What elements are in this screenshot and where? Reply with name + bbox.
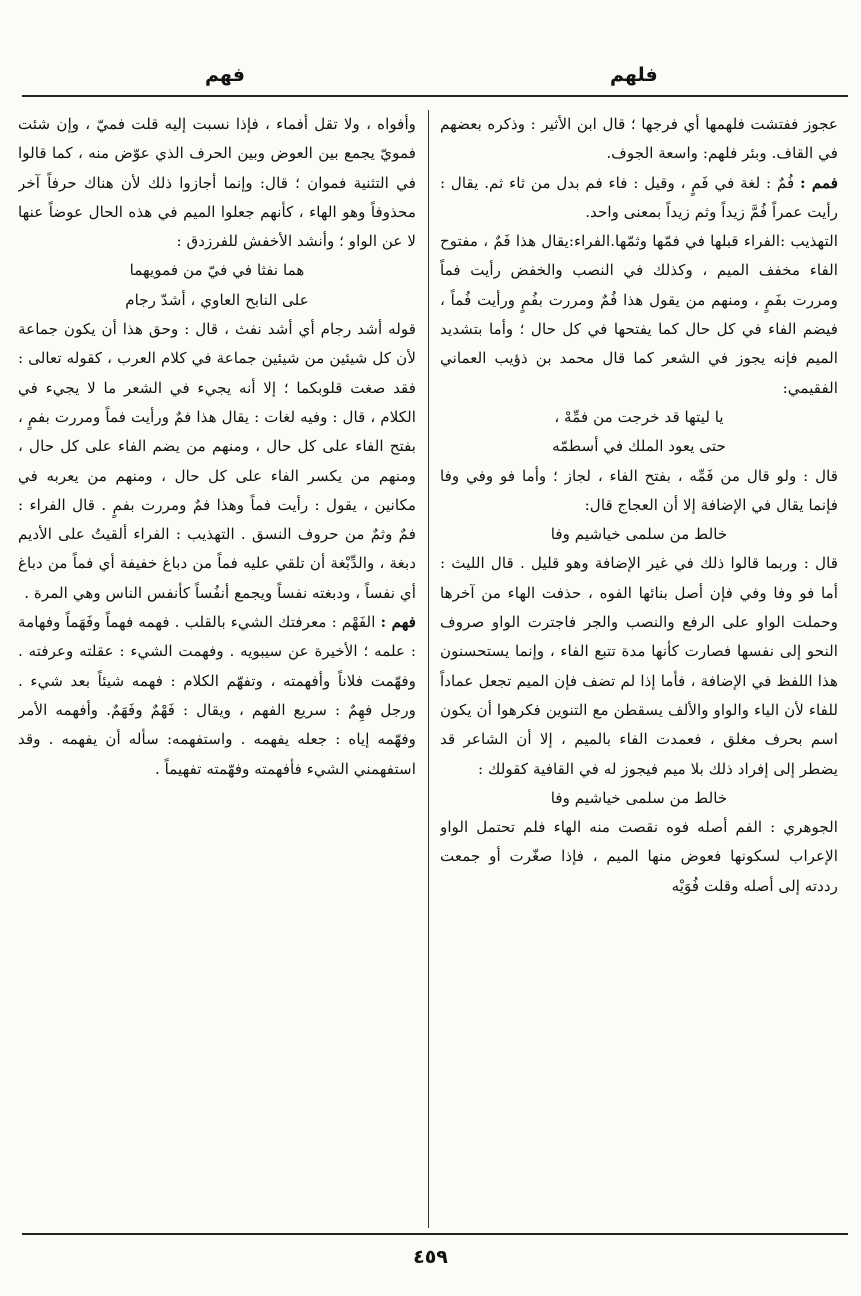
- column-divider: [428, 110, 429, 1228]
- top-rule: [22, 95, 848, 97]
- right-column: [440, 110, 838, 1225]
- right-paragraph-5: قال : وربما قالوا ذلك في غير الإضافة وهو قليل . قال الليث : أما فو وفا وفي فإن أصل بنائها الفوه ، حذفت الهاء من آخرها وحملت الواو على الرفع والنصب والجر فاجترت الواو صروف النحو إلى نفسها فصارت كأنها مدة تتبع الفاء ، وإنما يستحسنون هذا اللفظ في الإضافة ، فأما إذا لم تضف فإن الميم تجعل عماداً للفاء لأن الياء والواو والألف يسقطن مع التنوين فكرهوا أن يكون اسم بحرف مغلق ، فعمدت الفاء بالميم ، إلا أن الشاعر قد يضطر إلى إفراد ذلك بلا ميم فيجوز له في القافية كقولك :: [440, 554, 838, 778]
- entry-term-fahm: فهم :: [380, 613, 416, 632]
- verse-line: يا ليتها قد خرجت من فمِّهْ ،: [554, 407, 724, 426]
- entry-text-fahm: الفَهْم : معرفتك الشيء بالقلب . فهمه فهماً وفَهَماً وفهامة : علمه ؛ الأخيرة عن سيبويه . وفهمت الشيء : عقلته وعرفته . وفهّمت فلاناً وأفهمته ، وتفهّم الكلام : فهمه شيئاً بعد شيء . ورجل فهِمٌ : سريع الفهم ، ويقال : فَهْمٌ وفَهَمٌ. وأفهمه الأمر وفهّمه إياه : جعله يفهمه . واستفهمه: سأله أن يفهمه . وقد استفهمني الشيء فأفهمته وفهّمته تفهيماً .: [18, 613, 416, 778]
- right-paragraph-4: قال : ولو قال من فَمِّه ، بفتح الفاء ، لجاز ؛ وأما فو وفي وفا فإنما يقال في الإضافة إلا أن العجاج قال:: [440, 466, 838, 514]
- header-word-right: فلهم: [610, 64, 658, 86]
- page-number: ٤٥٩: [413, 1246, 448, 1268]
- right-paragraph-6: الجوهري : الفم أصله فوه نقصت منه الهاء فلم تحتمل الواو الإعراب لسكونها فعوض منها الميم ، فإذا صغّرت أو جمعت رددته إلى أصله وقلت فُوَيْه: [440, 818, 838, 895]
- entry-fahm: [18, 608, 416, 784]
- entry-term-famm: فمم :: [800, 173, 838, 192]
- left-paragraph-1: وأفواه ، ولا تقل أفماء ، فإذا نسبت إليه قلت فميّ ، وإن شئت فمويّ يجمع بين العوض وبين الحرف الذي عوّض منه ، كما قالوا في التثنية فموان ؛ قال: وإنما أجازوا ذلك لأن هناك حرفاً آخر محذوفاً وهو الهاء ، كأنهم جعلوا الميم في هذه الحال عوضاً عنها لا عن الواو ؛ وأنشد الأخفش للفرزدق :: [18, 115, 416, 251]
- entry-text-famm: فُمٌ : لغة في فَمٍ ، وقيل : فاء فم بدل من ثاء ثم. يقال : رأيت عمراً فُمَّ زيداً وثم زيداً بمعنى واحد.: [440, 173, 838, 221]
- left-paragraph-2: قوله أشد رجام أي أشد نفث ، قال : وحق هذا أن يكون جماعة لأن كل شيئين من شيئين جماعة في كلام العرب ، كقوله تعالى : فقد صغت قلوبكما ؛ إلا أنه يجيء في الشعر ما لا يجيء في الكلام ، قال : وفيه لغات : يقال هذا فمٌ ورأيت فماً ومررت بفمٍ ، بفتح الفاء على كل حال ، ومنهم من يضم الفاء على كل حال ، ومنهم من يكسر الفاء على كل حال ، ومنهم من يعربه في مكانين ، يقول : رأيت فماً وهذا فمٌ ومررت بفمٍ . قال الفراء : فمٌ وثمٌ من حروف النسق . التهذيب : الفراء ألقيتُ على الأديم دبغة ، والدِّبْغة أن تلقي عليه فماً من دباغ خفيفة أي فماً من دباغ أي نفساً ، ودبغته نفساً ويجمع أنفُساً كأنفس الناس وهي المرة .: [18, 320, 416, 602]
- bottom-rule: [22, 1233, 848, 1235]
- verse-line: خالط من سلمى خياشيم وفا: [550, 525, 728, 544]
- right-paragraph-3: التهذيب :الفراء قبلها في فمّها وثمّها.الفراء:يقال هذا فَمٌ ، مفتوح الفاء مخفف الميم ، وكذلك في النصب والخفض رأيت فماً ومررت بفَمٍ ، ومنهم من يقول هذا فُمٌ ومررت بفُمٍ ورأيت فُماً ، فيضم الفاء في كل حال كما يفتحها في كل حال ؛ وأما بتشديد الميم فإنه يجوز في الشعر كما قال محمد بن ذؤيب العماني الفقيمي:: [440, 232, 838, 397]
- entry-famm: [440, 169, 838, 228]
- verse-line: هما نفثا في فيّ من فمويهما: [129, 261, 305, 280]
- left-column: [18, 110, 416, 1225]
- right-paragraph-1: عجوز ففتشت فلهمها أي فرجها ؛ قال ابن الأثير : وذكره بعضهم في القاف. وبئر فلهم: واسعة الجوف.: [440, 115, 838, 163]
- verse-line: خالط من سلمى خياشيم وفا: [550, 788, 728, 807]
- header-word-left: فهم: [205, 64, 245, 86]
- verse-line: على النابح العاوي ، أشدّ رجام: [125, 290, 309, 309]
- verse-line: حتى يعود الملك في أسطمّه: [552, 437, 726, 456]
